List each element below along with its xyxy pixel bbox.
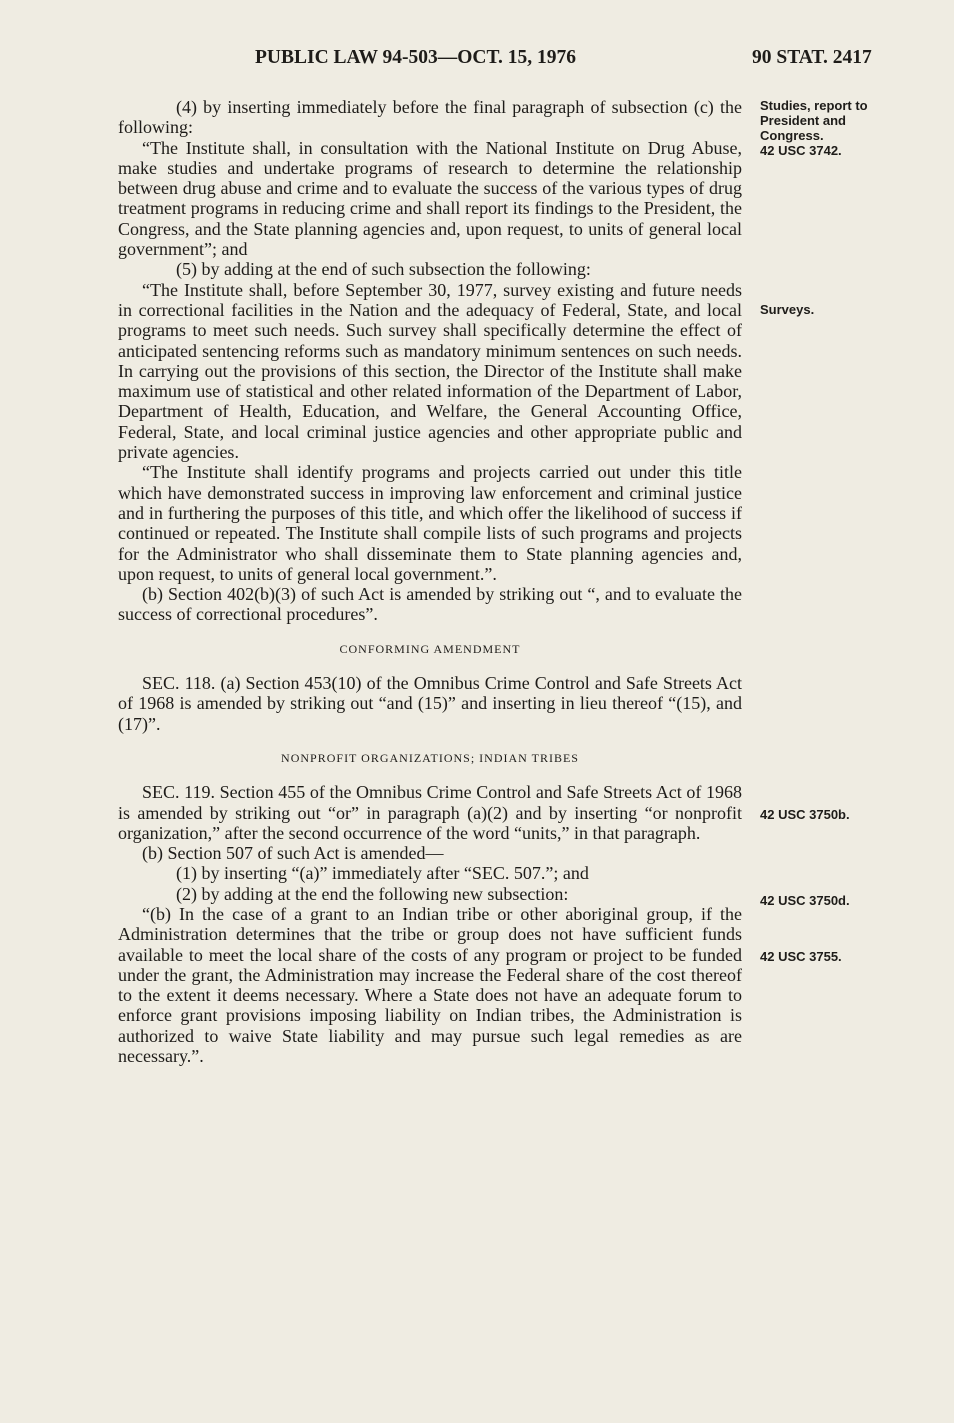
page-number: 90 STAT. 2417 [752,47,872,68]
margin-note-usc-3750b: 42 USC 3750b. [760,807,850,822]
running-header-title: PUBLIC LAW 94-503—OCT. 15, 1976 [255,47,577,68]
paragraph-indian-tribe-grant: “(b) In the case of a grant to an Indian tribe or other aboriginal group, if the Administration determines that the tribe or group does not have sufficient funds available to meet the local share of the costs of any program or project to be funded under the grant, the Administration may increase the Federal share of the cost thereof to the extent it deems necessary. Where a State does not have an adequate forum to enforce grant provisions imposing liability on Indian tribes, the Administration is authorized to waive State liability and may pursue such legal remedies as are necessary.”. [118,903,742,1067]
margin-note-surveys: Surveys. [760,302,815,317]
margin-note-studies-line3: Congress. [760,128,824,143]
margin-note-studies-line1: Studies, report to [760,98,868,113]
margin-note-studies [760,98,868,158]
margin-note-usc-3755: 42 USC 3755. [760,949,842,964]
paragraph-identify-programs: “The Institute shall identify programs and projects carried out under this title which have demonstrated success in improving law enforcement and criminal justice and in furthering the purposes of this title, and which offer the likelihood of success if continued or repeated. The Institute shall compile lists of such programs and projects for the Administrator who shall disseminate them to State planning agencies and, upon request, to units of general local government.”. [118,462,742,584]
paragraph-sec-119: SEC. 119. Section 455 of the Omnibus Crime Control and Safe Streets Act of 1968 is amended by striking out “or” in paragraph (a)(2) and by inserting “or nonprofit organization,” after the second occurrence of the word “units,” in that paragraph. [118,782,742,843]
margin-note-studies-line2: President and [760,113,846,128]
paragraph-507-1: (1) by inserting “(a)” immediately after “SEC. 507.”; and [176,863,589,884]
paragraph-507-2: (2) by adding at the end the following new subsection: [176,883,569,904]
paragraph-institute-drug-abuse: “The Institute shall, in consultation with the National Institute on Drug Abuse, make studies and undertake programs of research to determine the relationship between drug abuse and crime and to evaluate the success of the various types of drug treatment programs in reducing crime and shall report its findings to the President, the Congress, and the State planning agencies and, upon request, to units of general local government”; and [118,137,742,260]
paragraph-section-402: (b) Section 402(b)(3) of such Act is amended by striking out “, and to evaluate the success of correctional procedures”. [118,584,742,625]
body-text [118,97,742,1066]
margin-note-studies-usc: 42 USC 3742. [760,143,842,158]
paragraph-section-507: (b) Section 507 of such Act is amended— [142,843,444,864]
section-heading-conforming: CONFORMING AMENDMENT [339,641,521,656]
paragraph-5: (5) by adding at the end of such subsection the following: [176,259,591,280]
margin-note-usc-3750d: 42 USC 3750d. [760,893,850,908]
paragraph-survey: “The Institute shall, before September 30, 1977, survey existing and future needs in correctional facilities in the Nation and the adequacy of Federal, State, and local programs to meet such needs. Such survey shall specifically determine the effect of anticipated sentencing reforms such as mandatory minimum sentences on such needs. In carrying out the provisions of this section, the Director of the Institute shall make maximum use of statistical and other related information of the Department of Labor, Department of Health, Education, and Welfare, the General Accounting Office, Federal, State, and local criminal justice agencies and other appropriate public and private agencies. [118,279,742,463]
paragraph-4: (4) by inserting immediately before the final paragraph of subsection (c) the following: [118,97,742,138]
section-heading-nonprofit: NONPROFIT ORGANIZATIONS; INDIAN TRIBES [281,750,579,765]
paragraph-sec-118: SEC. 118. (a) Section 453(10) of the Omnibus Crime Control and Safe Streets Act of 1968 is amended by striking out “and (15)” and inserting in lieu thereof “(15), and (17)”. [118,673,742,734]
